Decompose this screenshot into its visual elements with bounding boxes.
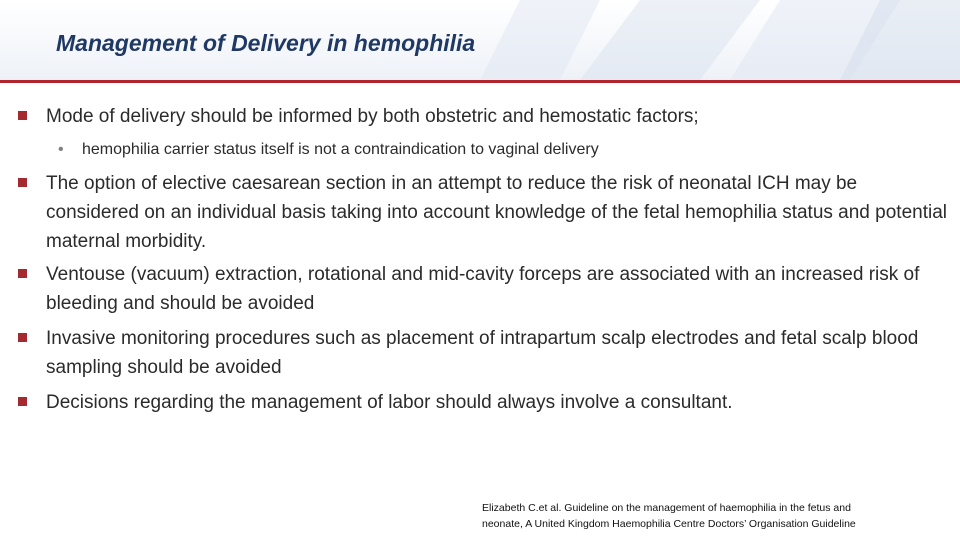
bullet-text: Invasive monitoring procedures such as placement of intrapartum scalp electrodes and fetal scalp blood sampling should be avoided [46,328,919,378]
square-bullet-icon [18,111,27,120]
citation-line: Elizabeth C.et al. Guideline on the management of haemophilia in the fetus and [482,502,851,514]
dot-bullet-icon: • [58,141,64,158]
slide-title: Management of Delivery in hemophilia [56,30,476,56]
square-bullet-icon [18,333,27,342]
sub-bullet-item [58,137,942,163]
bullet-item [46,388,950,417]
bullet-text: Mode of delivery should be informed by both obstetric and hemostatic factors; [46,106,699,127]
citation-line: neonate, A United Kingdom Haemophilia Centre Doctors’ Organisation Guideline [482,518,856,530]
bullet-text: Decisions regarding the management of labor should always involve a consultant. [46,392,733,413]
citation [482,500,952,532]
square-bullet-icon [18,269,27,278]
bullet-item [46,260,950,318]
bullet-text: Ventouse (vacuum) extraction, rotational and mid-cavity forceps are associated with an increased risk of bleeding and should be avoided [46,264,920,314]
sub-bullet-text: hemophilia carrier status itself is not a contraindication to vaginal delivery [82,141,599,158]
bullet-item [46,102,950,131]
bullet-item [46,324,950,382]
bullet-item [46,169,950,256]
square-bullet-icon [18,178,27,187]
square-bullet-icon [18,397,27,406]
bullet-text: The option of elective caesarean section in an attempt to reduce the risk of neonatal ICH may be considered on an individual basis taking into account knowledge of the fetal hemophilia status and potential maternal morbidity. [46,173,947,252]
